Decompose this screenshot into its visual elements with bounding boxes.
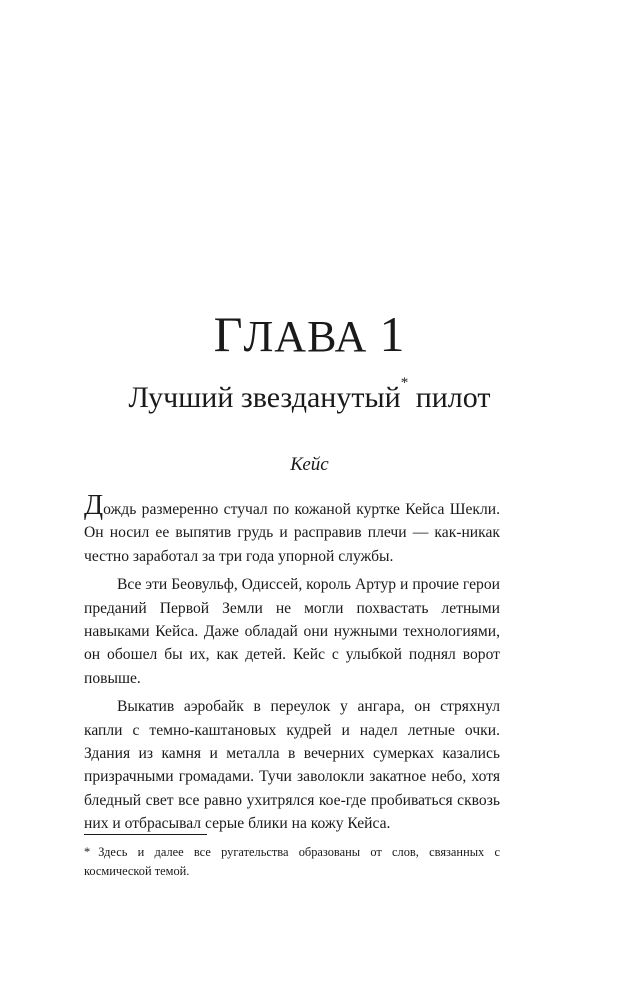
chapter-label-initial: Г [213, 306, 244, 362]
chapter-title-end: пилот [415, 381, 491, 414]
chapter-heading [0, 308, 619, 363]
pov-character-heading: Кейс [290, 454, 329, 475]
paragraph-text: ождь размеренно стучал по кожаной куртке Кейса Шекли. Он носил ее выпятив грудь и расправив плечи — как-никак честно заработал за три года упорной службы. [84, 501, 500, 565]
chapter-label: ЛАВА [243, 312, 368, 361]
drop-cap: Д [84, 490, 104, 521]
chapter-title [0, 375, 619, 416]
paragraph: Выкатив аэробайк в переулок у ангара, он стряхнул капли с темно-каштановых кудрей и надел летные очки. Здания из камня и металла в вечерних сумерках казались призрачными громадами. Тучи заволокли закатное небо, хотя бледный свет все равно ухитрялся кое-где пробиваться сквозь них и отбрасывал серые блики на кожу Кейса. [84, 698, 500, 833]
chapter-title-text: Лучший звезданутый [128, 381, 401, 414]
paragraph [84, 490, 500, 568]
chapter-number: 1 [379, 306, 406, 362]
footnote [84, 843, 500, 881]
footnote-mark: * [84, 845, 91, 859]
body-text [84, 490, 500, 841]
paragraph: Все эти Беовульф, Одиссей, король Артур и прочие герои преданий Первой Земли не могли похвастать летными навыками Кейса. Даже обладай они нужными технологиями, он обошел бы их, как детей. Кейс с улыбкой поднял ворот повыше. [84, 576, 500, 687]
footnote-text: Здесь и далее все ругательства образованы от слов, связанных с космической темой. [84, 845, 500, 878]
footnote-reference-mark: * [400, 375, 409, 391]
footnote-separator [84, 834, 207, 835]
